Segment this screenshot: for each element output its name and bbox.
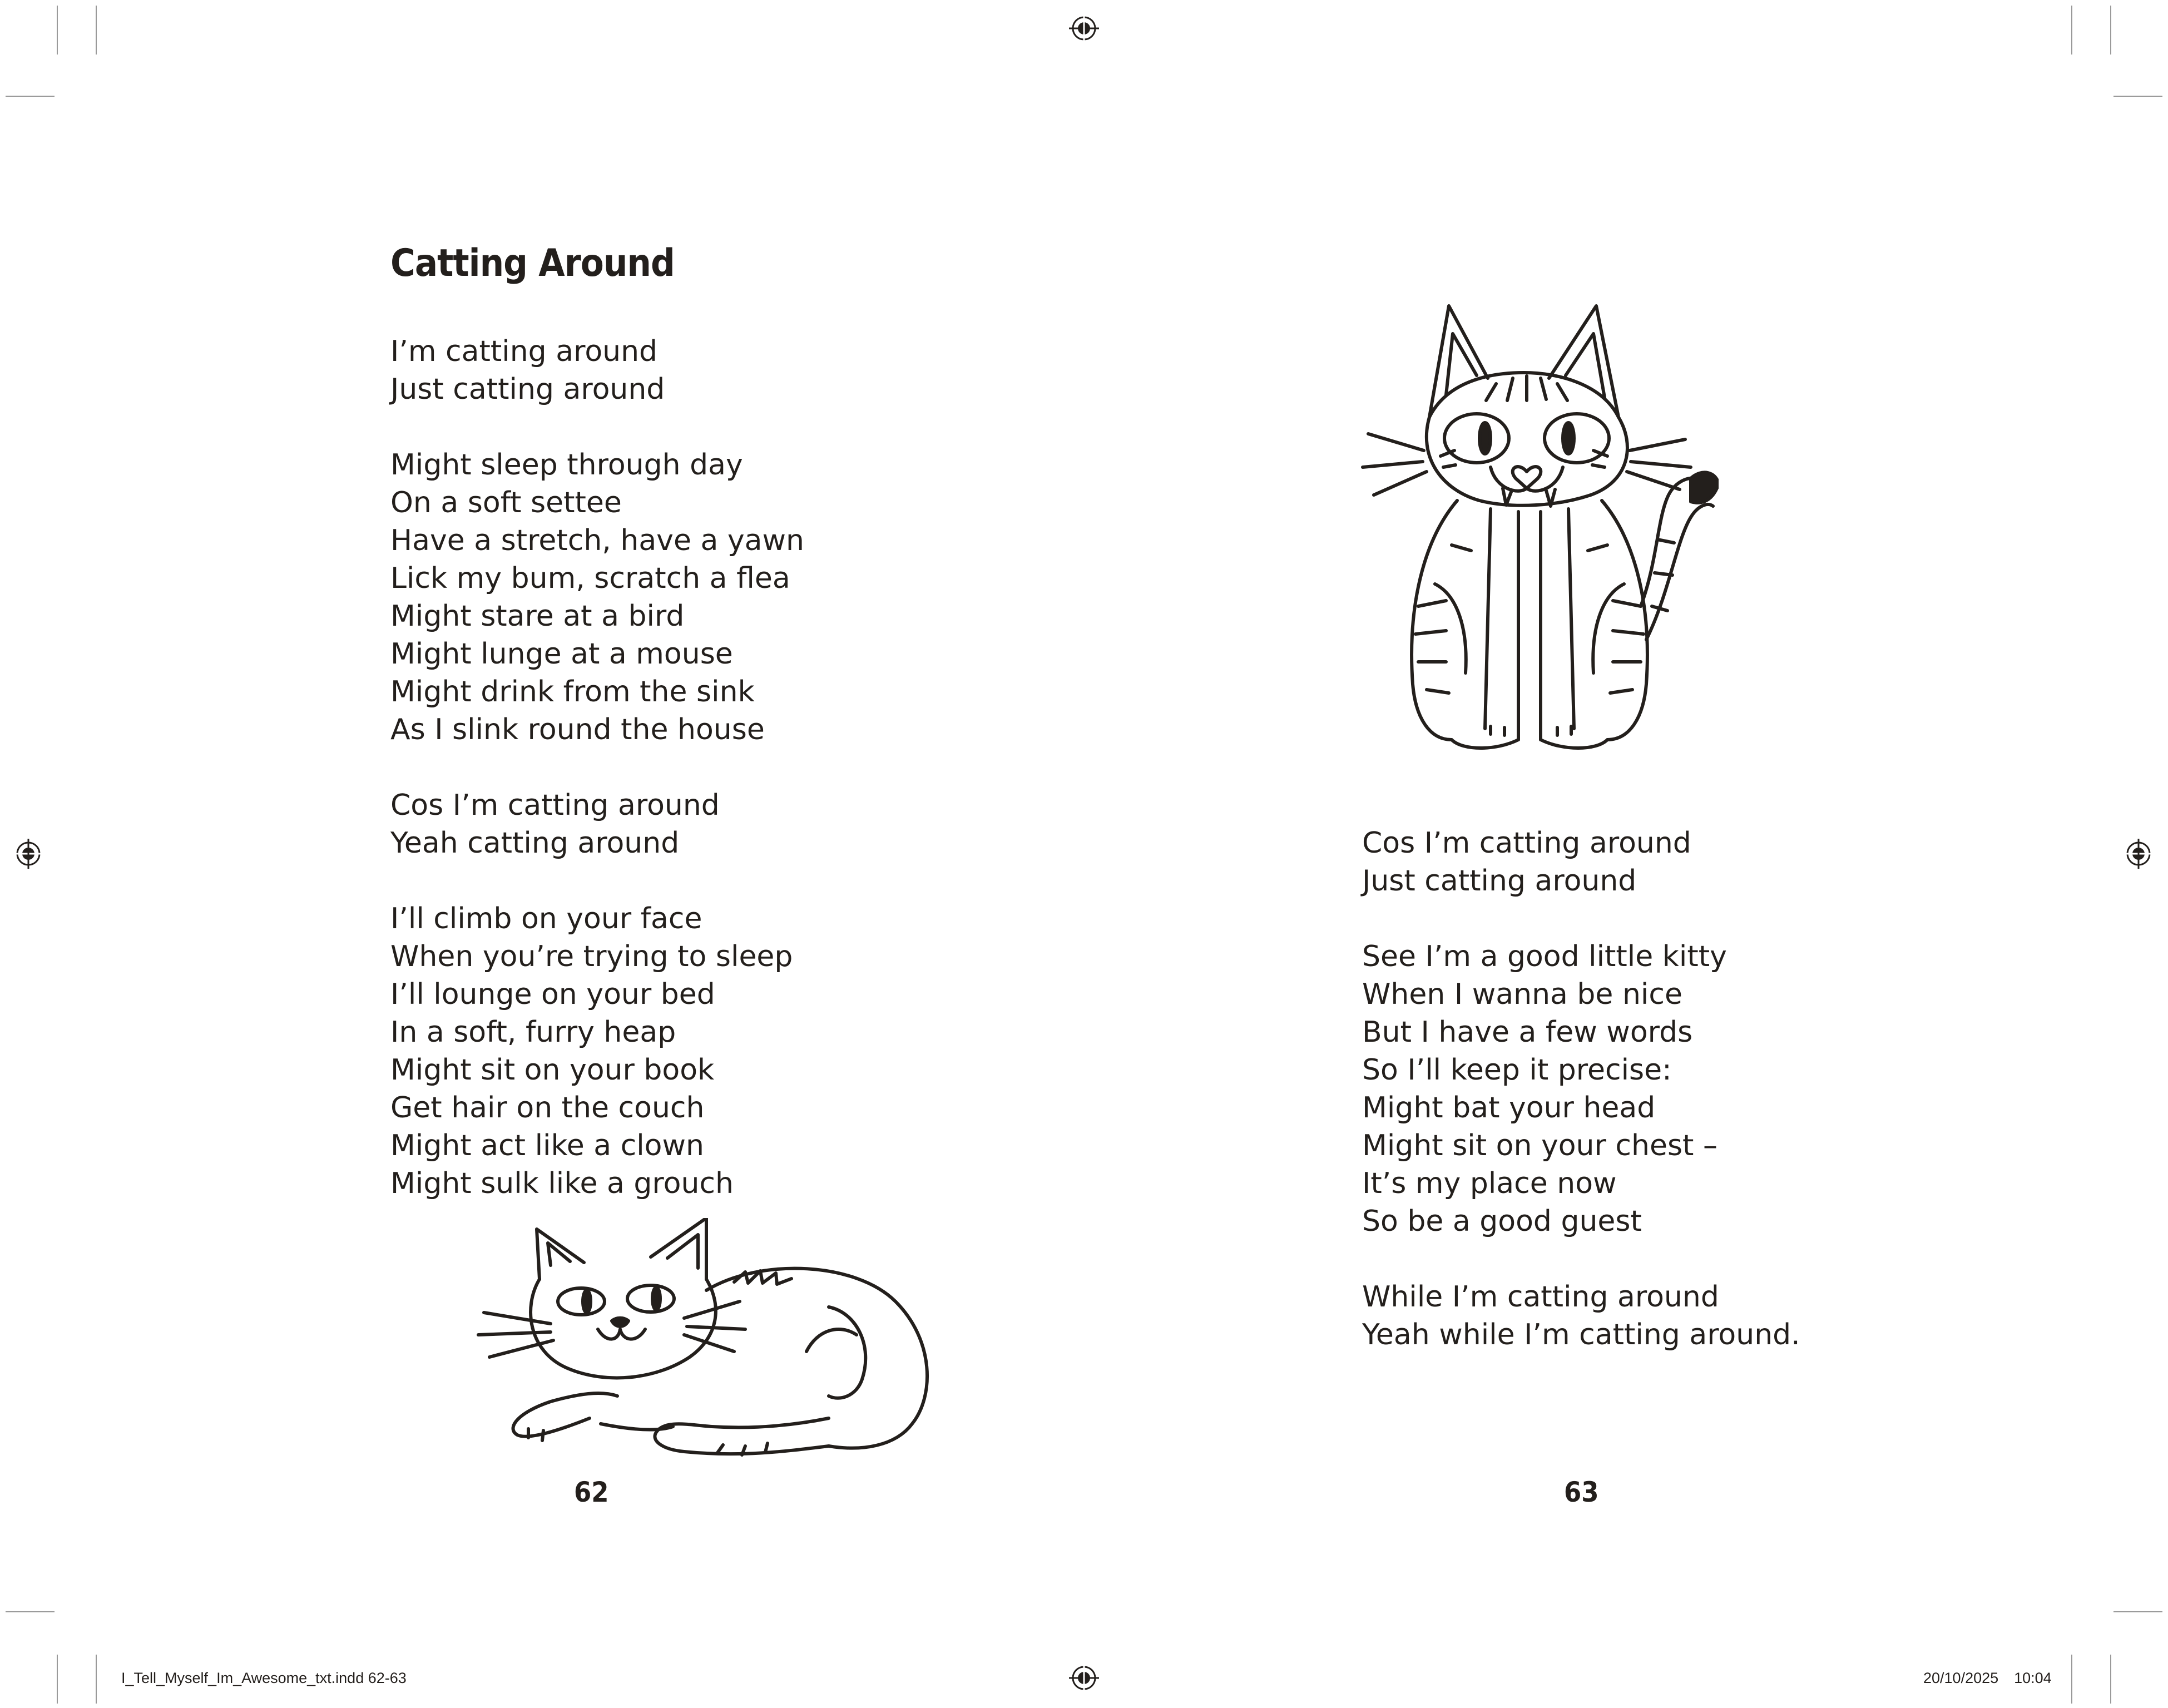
poem-line: Might sit on your book [390, 1053, 715, 1087]
poem-line: Might sulk like a grouch [390, 1167, 734, 1200]
slug-time: 10:04 [2014, 1670, 2052, 1686]
stanza [1362, 824, 1800, 900]
lying-cat-illustration [473, 1218, 940, 1468]
slug-filename: I_Tell_Myself_Im_Awesome_txt.indd 62-63 [121, 1670, 407, 1686]
stanza [390, 333, 804, 408]
stanza [390, 446, 804, 749]
stanza [390, 900, 804, 1202]
poem-line: While I’m catting around [1362, 1280, 1719, 1314]
poem-line: When you’re trying to sleep [390, 940, 793, 973]
poem-title: Catting Around [390, 241, 675, 285]
poem-line: Yeah while I’m catting around. [1362, 1318, 1800, 1351]
poem-line: Just catting around [390, 373, 665, 406]
page-number: 63 [1564, 1476, 1599, 1508]
poem-line: Might bat your head [1362, 1091, 1656, 1125]
poem-line: As I slink round the house [390, 713, 765, 746]
poem-line: Have a stretch, have a yawn [390, 524, 804, 557]
poem-left-column [390, 333, 804, 1240]
poem-line: I’ll lounge on your bed [390, 978, 715, 1011]
poem-line: Might lunge at a mouse [390, 637, 733, 671]
poem-line: I’m catting around [390, 335, 658, 368]
slug-date: 20/10/2025 [1923, 1670, 1999, 1686]
stanza [1362, 1278, 1800, 1354]
poem-line: It’s my place now [1362, 1167, 1617, 1200]
poem-line: Might sleep through day [390, 448, 743, 482]
poem-line: I’ll climb on your face [390, 902, 702, 935]
poem-line: But I have a few words [1362, 1016, 1693, 1049]
poem-line: Might stare at a bird [390, 600, 685, 633]
page-number: 62 [574, 1476, 609, 1508]
poem-line: Might drink from the sink [390, 675, 755, 709]
poem-line: So be a good guest [1362, 1205, 1642, 1238]
poem-right-column [1362, 824, 1800, 1392]
stanza [1362, 938, 1800, 1240]
poem-line: Yeah catting around [390, 826, 680, 860]
slug-timestamp [1923, 1670, 2052, 1687]
poem-line: On a soft settee [390, 486, 622, 519]
poem-line: Might act like a clown [390, 1129, 704, 1162]
poem-line: Cos I’m catting around [390, 789, 720, 822]
poem-line: Lick my bum, scratch a flea [390, 562, 790, 595]
poem-line: So I’ll keep it precise: [1362, 1053, 1672, 1087]
poem-line: Just catting around [1362, 864, 1637, 898]
poem-line: Cos I’m catting around [1362, 826, 1691, 860]
sitting-cat-illustration [1357, 295, 1719, 756]
poem-line: See I’m a good little kitty [1362, 940, 1727, 973]
stanza [390, 786, 804, 862]
poem-line: When I wanna be nice [1362, 978, 1682, 1011]
poem-line: In a soft, furry heap [390, 1016, 676, 1049]
poem-line: Get hair on the couch [390, 1091, 705, 1125]
poem-line: Might sit on your chest – [1362, 1129, 1717, 1162]
